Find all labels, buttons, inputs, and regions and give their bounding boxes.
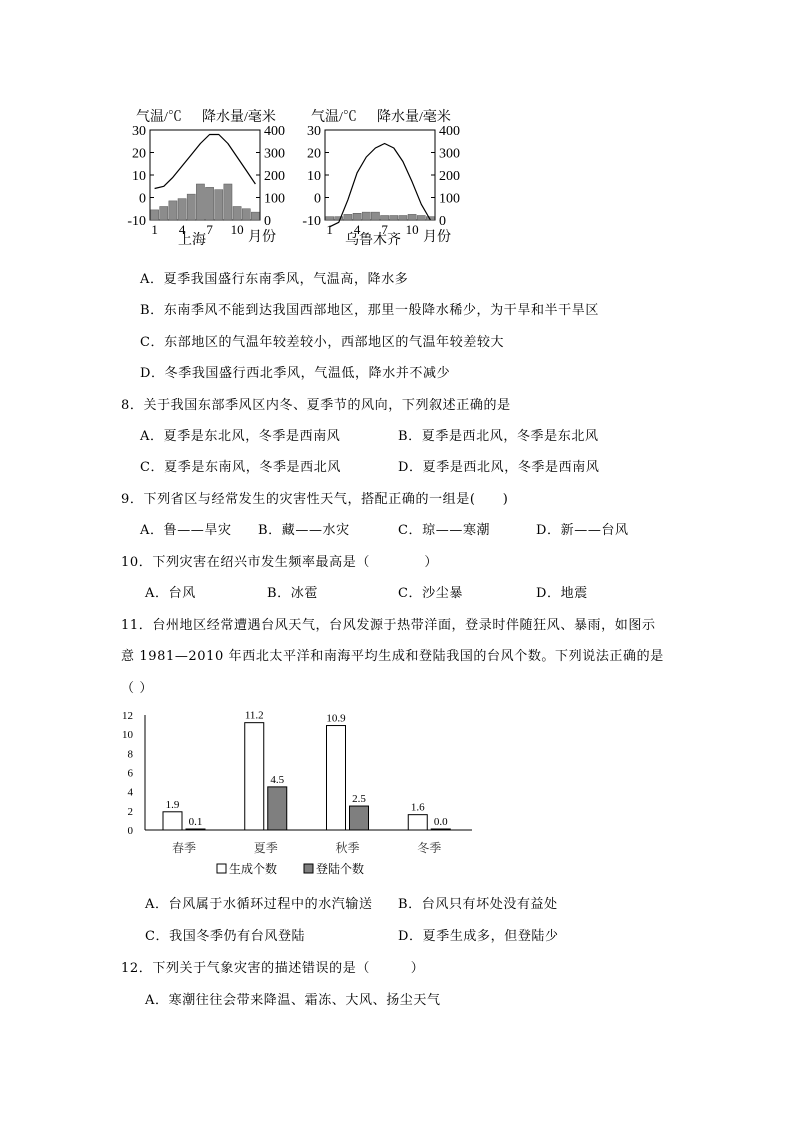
- temp-tick: 0: [139, 191, 146, 207]
- q10-option-b[interactable]: B．冰雹: [267, 586, 318, 601]
- q11-stem-line1: 11．台州地区经常遭遇台风天气，台风发源于热带洋面，登录时伴随狂风、暴雨，如图示: [121, 618, 656, 633]
- q7-option-b[interactable]: B．东南季风不能到达我国西部地区，那里一般降水稀少，为干旱和半干旱区: [140, 303, 599, 318]
- precip-bar: [408, 214, 416, 220]
- data-label: 0.0: [433, 816, 448, 828]
- precip-bar: [187, 194, 195, 220]
- month-unit-label: 月份: [423, 230, 451, 245]
- q7-option-c[interactable]: C．东部地区的气温年较差较小，西部地区的气温年较差较大: [140, 335, 505, 350]
- temp-tick: 10: [307, 169, 321, 184]
- data-label: 1.6: [410, 801, 425, 814]
- precip-tick: 200: [264, 169, 285, 184]
- precip-bar: [390, 216, 398, 221]
- temp-tick: 30: [132, 124, 146, 139]
- month-unit-label: 月份: [248, 230, 276, 245]
- q10-option-a[interactable]: A．台风: [145, 586, 196, 601]
- temp-axis-label: 气温/℃: [311, 110, 357, 125]
- category-label: 夏季: [253, 841, 278, 855]
- precip-tick: 0: [264, 214, 271, 229]
- q9-stem: 9．下列省区与经常发生的灾害性天气，搭配正确的一组是( ): [121, 492, 509, 507]
- bar-formed: [163, 812, 182, 830]
- plot-frame: [325, 130, 435, 220]
- temp-axis-label: 气温/℃: [136, 110, 182, 125]
- precip-tick: 300: [439, 146, 460, 162]
- precip-bar: [215, 190, 223, 220]
- precip-bar: [362, 212, 370, 220]
- q10-option-d[interactable]: D．地震: [536, 586, 588, 601]
- q9-option-b[interactable]: B．藏——水灾: [258, 523, 350, 538]
- legend-label-landed: 登陆个数: [316, 862, 365, 876]
- temp-tick: -10: [302, 214, 321, 229]
- bar-landed: [186, 829, 205, 830]
- data-label: 0.1: [188, 816, 203, 828]
- temp-tick: 0: [314, 191, 321, 207]
- precip-bar: [151, 210, 159, 220]
- precip-axis-label: 降水量/毫米: [377, 110, 451, 125]
- q10-stem: 10．下列灾害在绍兴市发生频率最高是（ ）: [121, 555, 438, 570]
- precip-bar: [399, 216, 407, 221]
- bar-landed: [350, 806, 369, 830]
- month-tick: 1: [326, 222, 333, 237]
- data-label: 10.9: [326, 712, 346, 725]
- q11-option-d[interactable]: D．夏季生成多，但登陆少: [398, 929, 559, 944]
- month-tick: 4: [353, 222, 361, 237]
- q7-option-d[interactable]: D．冬季我国盛行西北季风，气温低，降水并不减少: [140, 366, 451, 381]
- data-label: 1.9: [165, 798, 180, 811]
- q10-option-c[interactable]: C．沙尘暴: [398, 586, 463, 601]
- precip-tick: 400: [439, 124, 460, 139]
- data-label: 11.2: [244, 709, 264, 722]
- q11-stem-line3: （ ）: [121, 681, 153, 696]
- legend-swatch-formed: [217, 864, 226, 873]
- q8-option-d[interactable]: D．夏季是西北风，冬季是西南风: [398, 460, 600, 475]
- q8-option-a[interactable]: A．夏季是东北风，冬季是西南风: [140, 429, 341, 444]
- month-tick: 4: [178, 222, 186, 237]
- y-tick-label: 0: [127, 825, 133, 837]
- month-tick: 10: [405, 222, 419, 237]
- y-tick-label: 4: [127, 786, 133, 799]
- q11-option-a[interactable]: A．台风属于水循环过程中的水汽输送: [145, 897, 373, 912]
- q11-option-b[interactable]: B．台风只有坏处没有益处: [398, 897, 558, 912]
- category-label: 秋季: [335, 841, 360, 855]
- precip-bar: [381, 216, 389, 221]
- precip-tick: 300: [264, 146, 285, 162]
- bar-formed: [408, 815, 427, 830]
- month-tick: 1: [151, 222, 158, 237]
- bar-formed: [327, 726, 346, 830]
- climate-chart-2: [302, 108, 460, 248]
- precip-bar: [169, 201, 177, 220]
- precip-bar: [233, 207, 241, 221]
- q9-option-a[interactable]: A．鲁——旱灾: [140, 523, 232, 538]
- precip-bar: [353, 213, 361, 220]
- q11-stem-line2: 意 1981—2010 年西北太平洋和南海平均生成和登陆我国的台风个数。下列说法正确的是: [121, 649, 664, 664]
- city-label: 乌鲁木齐: [345, 233, 401, 248]
- precip-bar: [224, 184, 232, 220]
- category-label: 冬季: [417, 841, 442, 855]
- typhoon-bar-chart: [110, 700, 490, 885]
- month-tick: 7: [381, 222, 388, 237]
- month-tick: 10: [230, 222, 244, 237]
- bar-landed: [431, 829, 450, 830]
- temp-tick: -10: [127, 214, 146, 229]
- q7-option-a[interactable]: A．夏季我国盛行东南季风，气温高，降水多: [140, 272, 409, 287]
- precip-bar: [242, 209, 250, 220]
- category-label: 春季: [171, 841, 197, 855]
- q12-option-a[interactable]: A．寒潮往往会带来降温、霜冻、大风、扬尘天气: [145, 993, 441, 1008]
- precip-bar: [335, 217, 343, 220]
- temp-tick: 10: [132, 169, 146, 184]
- precip-tick: 100: [264, 191, 285, 207]
- q9-option-d[interactable]: D．新——台风: [536, 523, 629, 538]
- data-label: 2.5: [352, 793, 366, 806]
- temperature-curve: [155, 135, 256, 189]
- precip-tick: 0: [439, 214, 446, 229]
- y-tick-label: 2: [127, 805, 133, 818]
- precip-bar: [196, 184, 204, 220]
- temp-tick: 20: [307, 146, 321, 162]
- data-label: 4.5: [270, 773, 285, 786]
- climate-chart-1: [127, 108, 285, 248]
- precip-axis-label: 降水量/毫米: [202, 110, 276, 125]
- q11-option-c[interactable]: C．我国冬季仍有台风登陆: [145, 929, 306, 944]
- precip-bar: [417, 216, 425, 221]
- y-tick-label: 6: [127, 767, 133, 780]
- legend-swatch-landed: [304, 864, 313, 873]
- q12-stem: 12．下列关于气象灾害的描述错误的是（ ）: [121, 961, 425, 976]
- precip-bar: [371, 212, 379, 220]
- precip-tick: 100: [439, 191, 460, 207]
- precip-tick: 200: [439, 169, 460, 184]
- y-tick-label: 12: [122, 710, 133, 722]
- bar-formed: [245, 723, 264, 830]
- precip-bar: [344, 214, 352, 220]
- temp-tick: 20: [132, 146, 146, 162]
- q9-option-c[interactable]: C．琼——寒潮: [398, 523, 491, 538]
- climate-charts: [120, 100, 480, 260]
- precip-bar: [160, 207, 168, 221]
- bar-landed: [268, 787, 287, 830]
- legend-label-formed: 生成个数: [229, 862, 278, 876]
- month-tick: 7: [206, 222, 213, 237]
- temp-tick: 30: [307, 124, 321, 139]
- legend: [217, 861, 364, 876]
- precip-bar: [206, 187, 214, 220]
- city-label: 上海: [178, 233, 206, 248]
- q8-option-b[interactable]: B．夏季是西北风，冬季是东北风: [398, 429, 599, 444]
- precip-tick: 400: [264, 124, 285, 139]
- precip-bar: [178, 199, 186, 220]
- precip-bar: [251, 212, 259, 220]
- q8-stem: 8．关于我国东部季风区内冬、夏季节的风向，下列叙述正确的是: [121, 398, 511, 413]
- y-tick-label: 8: [127, 748, 133, 761]
- precip-bar: [326, 217, 334, 220]
- q8-option-c[interactable]: C．夏季是东南风，冬季是西北风: [140, 460, 341, 475]
- y-tick-label: 10: [122, 729, 133, 742]
